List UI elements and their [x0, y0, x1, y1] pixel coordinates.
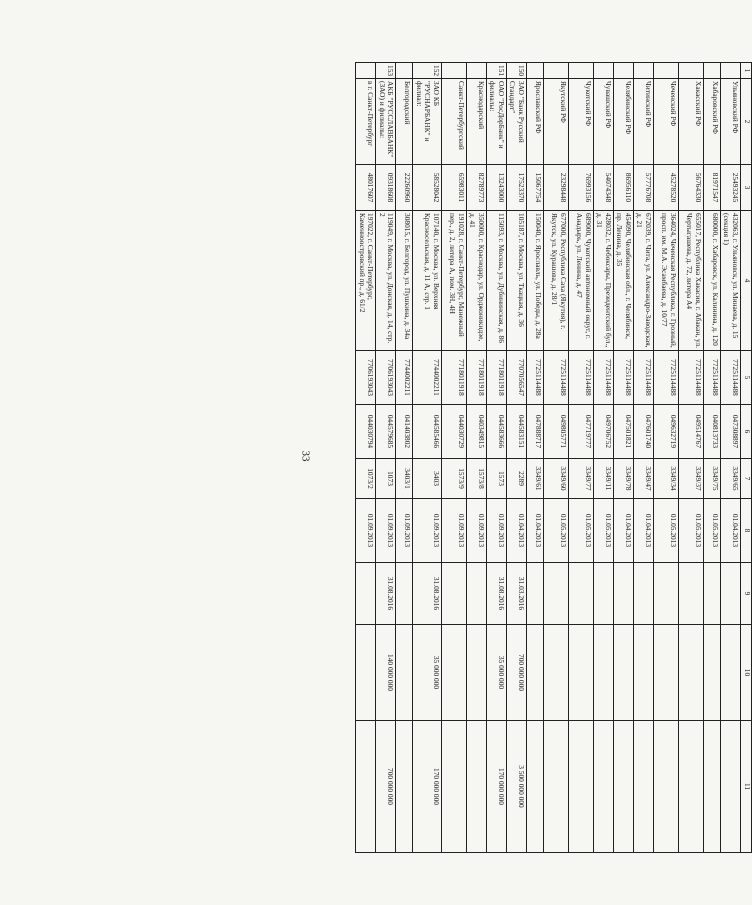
cell-reg: 1073/2 [356, 459, 376, 499]
cell-bik: 044585466 [413, 405, 442, 459]
cell-okpo: 81971547 [703, 165, 720, 211]
cell-bik: 041403802 [396, 405, 413, 459]
table-row [413, 63, 442, 853]
cell-reg: 3349/78 [613, 459, 633, 499]
cell-addr: 119049, г. Москва, ул. Донская, д. 14, стр. 2 [376, 211, 396, 351]
header-cell: 5 [741, 351, 752, 405]
cell-sum [441, 625, 466, 721]
cell-date: 01.05.2013 [678, 499, 703, 563]
cell-date: 01.09.2013 [356, 499, 376, 563]
cell-bik: 047719777 [568, 405, 593, 459]
cell-inn: 7725114488 [613, 351, 633, 405]
cell-name: Чувашский РФ [593, 79, 613, 165]
cell-bik: 047888717 [526, 405, 543, 459]
cell-bik: 044583151 [506, 405, 526, 459]
cell-inn: 7706193043 [376, 351, 396, 405]
cell-date2: 31.08.2016 [486, 563, 506, 625]
rotated-table-container [357, 62, 752, 852]
cell-name: Челябинский РФ [613, 79, 633, 165]
cell-date2 [543, 563, 568, 625]
cell-sum2 [720, 721, 740, 853]
header-cell: 11 [741, 721, 752, 853]
cell-bik: 040349815 [466, 405, 486, 459]
cell-date2: 31.03.2016 [506, 563, 526, 625]
cell-addr: 689000, Чукотский автономный округ, г. Анадырь, ул. Ленина, д. 47 [568, 211, 593, 351]
cell-sum2 [526, 721, 543, 853]
cell-num: 150 [506, 63, 526, 79]
cell-num [633, 63, 653, 79]
cell-sum: 140 000 000 [376, 625, 396, 721]
cell-name: Санкт-Петербургский [441, 79, 466, 165]
table-row [633, 63, 653, 853]
cell-sum [653, 625, 678, 721]
cell-addr: 197022, г. Санкт-Петербург, Каменноостровский пр., д. 61/2 [356, 211, 376, 351]
cell-date2 [653, 563, 678, 625]
cell-sum2: 3 500 000 000 [506, 721, 526, 853]
table-row [720, 63, 740, 853]
cell-reg: 1573/8 [466, 459, 486, 499]
cell-sum [720, 625, 740, 721]
header-cell: 3 [741, 165, 752, 211]
cell-bik: 047308897 [720, 405, 740, 459]
cell-reg: 1573 [486, 459, 506, 499]
cell-name: ОАО "РосДорБанк" и филиалы: [486, 79, 506, 165]
cell-date: 01.04.2013 [613, 499, 633, 563]
cell-inn: 7725114488 [678, 351, 703, 405]
cell-bik: 044030794 [356, 405, 376, 459]
cell-date: 01.05.2013 [653, 499, 678, 563]
cell-sum [593, 625, 613, 721]
cell-date2 [613, 563, 633, 625]
cell-sum2 [568, 721, 593, 853]
cell-sum [613, 625, 633, 721]
cell-num [613, 63, 633, 79]
cell-sum2 [356, 721, 376, 853]
cell-date: 01.04.2013 [506, 499, 526, 563]
header-cell: 2 [741, 79, 752, 165]
cell-num [593, 63, 613, 79]
cell-num [526, 63, 543, 79]
cell-okpo: 54074348 [593, 165, 613, 211]
cell-addr: 105187, г. Москва, ул. Ткацкая, д. 36 [506, 211, 526, 351]
cell-sum2: 170 000 000 [486, 721, 506, 853]
cell-okpo: 48017607 [356, 165, 376, 211]
cell-num [356, 63, 376, 79]
cell-addr: 107140, г. Москва, ул. Верхняя Красносельская, д. 11 А, стр. 1 [413, 211, 442, 351]
header-cell: 10 [741, 625, 752, 721]
cell-okpo: 57776708 [633, 165, 653, 211]
cell-name: в г. Санкт-Петербург [356, 79, 376, 165]
cell-date: 01.09.2013 [466, 499, 486, 563]
cell-date2 [703, 563, 720, 625]
cell-name: Ульяновский РФ [720, 79, 740, 165]
header-cell: 4 [741, 211, 752, 351]
cell-sum [396, 625, 413, 721]
cell-reg: 3349/75 [703, 459, 720, 499]
table-row [376, 63, 396, 853]
table-row [396, 63, 413, 853]
cell-date2 [568, 563, 593, 625]
cell-inn: 7725114488 [633, 351, 653, 405]
cell-date2 [441, 563, 466, 625]
cell-addr: 150040, г. Ярославль, ул. Победы, д. 28а [526, 211, 543, 351]
cell-reg: 1573/9 [441, 459, 466, 499]
cell-addr: 350000, г. Краснодар, ул. Орджоникидзе, д. 41 [466, 211, 486, 351]
header-cell: 8 [741, 499, 752, 563]
cell-inn: 7744002211 [396, 351, 413, 405]
page-number: 33 [299, 450, 312, 462]
table-row [653, 63, 678, 853]
cell-sum2 [441, 721, 466, 853]
cell-inn: 7718011918 [441, 351, 466, 405]
table-row [356, 63, 376, 853]
cell-inn: 7725114488 [543, 351, 568, 405]
cell-reg: 3349/11 [593, 459, 613, 499]
cell-date: 01.05.2013 [543, 499, 568, 563]
cell-reg: 3349/61 [526, 459, 543, 499]
cell-sum [703, 625, 720, 721]
table-row [593, 63, 613, 853]
cell-num [678, 63, 703, 79]
cell-name: Белгородский [396, 79, 413, 165]
cell-sum [633, 625, 653, 721]
cell-okpo: 23298448 [543, 165, 568, 211]
cell-okpo: 13243000 [486, 165, 506, 211]
cell-num [543, 63, 568, 79]
cell-bik: 049706752 [593, 405, 613, 459]
cell-date2 [466, 563, 486, 625]
cell-sum2 [593, 721, 613, 853]
cell-inn: 7706193043 [356, 351, 376, 405]
cell-date: 01.09.2013 [396, 499, 413, 563]
cell-addr: 655017, Республика Хакасия, г. Абакан, ул. Чертыгашева, д. 72, литера А4 [678, 211, 703, 351]
cell-bik: 047601740 [633, 405, 653, 459]
cell-date2: 31.08.2016 [376, 563, 396, 625]
cell-name: АКБ "РУССЛАВБАНК" (ЗАО) и филиалы: [376, 79, 396, 165]
cell-sum2 [613, 721, 633, 853]
cell-inn: 7707056547 [506, 351, 526, 405]
cell-sum [466, 625, 486, 721]
cell-bik: 044030729 [441, 405, 466, 459]
cell-reg: 3349/65 [720, 459, 740, 499]
cell-okpo: 86956110 [613, 165, 633, 211]
cell-bik: 047501821 [613, 405, 633, 459]
cell-sum2 [703, 721, 720, 853]
cell-sum: 35 000 000 [486, 625, 506, 721]
cell-reg: 3349/34 [653, 459, 678, 499]
cell-addr: 364024, Чеченская Республика, г. Грозный, просп. им. М.А. Эсамбаева, д. 10/77 [653, 211, 678, 351]
cell-sum2 [653, 721, 678, 853]
cell-bik: 049632719 [653, 405, 678, 459]
cell-sum2: 170 000 000 [413, 721, 442, 853]
cell-num [441, 63, 466, 79]
cell-okpo: 09318608 [376, 165, 396, 211]
cell-sum2 [543, 721, 568, 853]
cell-reg: 1073 [376, 459, 396, 499]
cell-reg: 3349/47 [633, 459, 653, 499]
cell-name: Якутский РФ [543, 79, 568, 165]
cell-addr: 432063, г. Ульяновск, ул. Минаева, д. 15 (секция 1) [720, 211, 740, 351]
cell-inn: 7725114488 [593, 351, 613, 405]
cell-inn: 7718011918 [466, 351, 486, 405]
cell-inn: 7725114488 [526, 351, 543, 405]
cell-date: 01.05.2013 [703, 499, 720, 563]
cell-date2 [678, 563, 703, 625]
header-cell: 6 [741, 405, 752, 459]
cell-okpo: 58528042 [413, 165, 442, 211]
cell-name: ЗАО "Банк Русский Стандарт" [506, 79, 526, 165]
cell-sum: 700 000 000 [506, 625, 526, 721]
cell-addr: 308015, г. Белгород, ул. Пушкина, д. 34а [396, 211, 413, 351]
cell-name: Читинский РФ [633, 79, 653, 165]
cell-date2 [356, 563, 376, 625]
cell-reg: 3349/60 [543, 459, 568, 499]
cell-okpo: 17523370 [506, 165, 526, 211]
table-row [678, 63, 703, 853]
table-row [703, 63, 720, 853]
cell-inn: 7725114488 [703, 351, 720, 405]
cell-date2 [633, 563, 653, 625]
cell-okpo: 65983011 [441, 165, 466, 211]
cell-date2 [526, 563, 543, 625]
cell-name: Ярославский РФ [526, 79, 543, 165]
cell-okpo: 82789773 [466, 165, 486, 211]
cell-name: Хакасский РФ [678, 79, 703, 165]
table-body [356, 63, 741, 853]
cell-name: Чеченский РФ [653, 79, 678, 165]
cell-num: 153 [376, 63, 396, 79]
cell-reg: 3403/1 [396, 459, 413, 499]
cell-reg: 3349/37 [678, 459, 703, 499]
cell-sum2 [633, 721, 653, 853]
cell-num [703, 63, 720, 79]
header-cell: 7 [741, 459, 752, 499]
cell-date2: 31.08.2016 [413, 563, 442, 625]
cell-sum [526, 625, 543, 721]
cell-name: Чукотский РФ [568, 79, 593, 165]
cell-bik: 049514767 [678, 405, 703, 459]
cell-date: 01.05.2013 [593, 499, 613, 563]
cell-addr: 680000, г. Хабаровск, ул. Калинина, д. 120 [703, 211, 720, 351]
cell-sum2 [466, 721, 486, 853]
table-row [543, 63, 568, 853]
cell-date: 01.09.2013 [441, 499, 466, 563]
cell-date: 01.05.2013 [568, 499, 593, 563]
cell-date: 01.04.2013 [720, 499, 740, 563]
cell-date: 01.04.2013 [526, 499, 543, 563]
cell-addr: 191028, г. Санкт-Петербург, Манежный пер., д. 2, литера А, пом. 3Н, 4Н [441, 211, 466, 351]
cell-date2 [720, 563, 740, 625]
cell-sum2 [678, 721, 703, 853]
cell-okpo: 76993156 [568, 165, 593, 211]
cell-reg: 3403 [413, 459, 442, 499]
cell-addr: 428032, г. Чебоксары, Президентский бул., д. 31 [593, 211, 613, 351]
cell-sum: 35 000 000 [413, 625, 442, 721]
cell-num: 152 [413, 63, 442, 79]
cell-num: 151 [486, 63, 506, 79]
cell-okpo: 45278520 [653, 165, 678, 211]
cell-addr: 454090, Челябинская обл., г. Челябинск, пр. Ленина, д. 35 [613, 211, 633, 351]
cell-bik: 044579685 [376, 405, 396, 459]
header-row [741, 63, 752, 853]
cell-num [720, 63, 740, 79]
cell-date: 01.09.2013 [413, 499, 442, 563]
table-row [613, 63, 633, 853]
table-row [441, 63, 466, 853]
cell-inn: 7725114488 [653, 351, 678, 405]
cell-num [653, 63, 678, 79]
header-cell: 9 [741, 563, 752, 625]
cell-bik: 044583666 [486, 405, 506, 459]
cell-addr: 677000, Республика Саха (Якутия), г. Якутск, ул. Курашова, д. 28/1 [543, 211, 568, 351]
cell-name: Хабаровский РФ [703, 79, 720, 165]
cell-date2 [593, 563, 613, 625]
header-cell: 1 [741, 63, 752, 79]
cell-okpo: 56764330 [678, 165, 703, 211]
cell-bik: 049805771 [543, 405, 568, 459]
cell-num [396, 63, 413, 79]
cell-sum [568, 625, 593, 721]
table-row [506, 63, 526, 853]
cell-addr: 115093, г. Москва, ул. Дубининская, д. 86 [486, 211, 506, 351]
cell-okpo: 15067754 [526, 165, 543, 211]
cell-inn: 7725114488 [720, 351, 740, 405]
table-row [526, 63, 543, 853]
cell-sum [678, 625, 703, 721]
cell-num [466, 63, 486, 79]
table-row [568, 63, 593, 853]
cell-name: Краснодарский [466, 79, 486, 165]
cell-sum [543, 625, 568, 721]
table-row [486, 63, 506, 853]
cell-date: 01.09.2013 [376, 499, 396, 563]
cell-num [568, 63, 593, 79]
registry-table [355, 62, 752, 853]
cell-reg: 2289 [506, 459, 526, 499]
cell-date2 [396, 563, 413, 625]
cell-inn: 7744002211 [413, 351, 442, 405]
cell-sum2: 700 000 000 [376, 721, 396, 853]
cell-okpo: 25493245 [720, 165, 740, 211]
cell-sum [356, 625, 376, 721]
cell-date: 01.04.2013 [633, 499, 653, 563]
table-row [466, 63, 486, 853]
cell-inn: 7725114488 [568, 351, 593, 405]
cell-inn: 7718011918 [486, 351, 506, 405]
cell-reg: 3349/77 [568, 459, 593, 499]
cell-okpo: 22260960 [396, 165, 413, 211]
cell-date: 01.09.2013 [486, 499, 506, 563]
cell-bik: 040813733 [703, 405, 720, 459]
cell-sum2 [396, 721, 413, 853]
cell-name: ЗАО КБ "РУСНАРБАНК" и филиал: [413, 79, 442, 165]
cell-addr: 672039, г. Чита, ул. Александро-Заводская, д. 21 [633, 211, 653, 351]
